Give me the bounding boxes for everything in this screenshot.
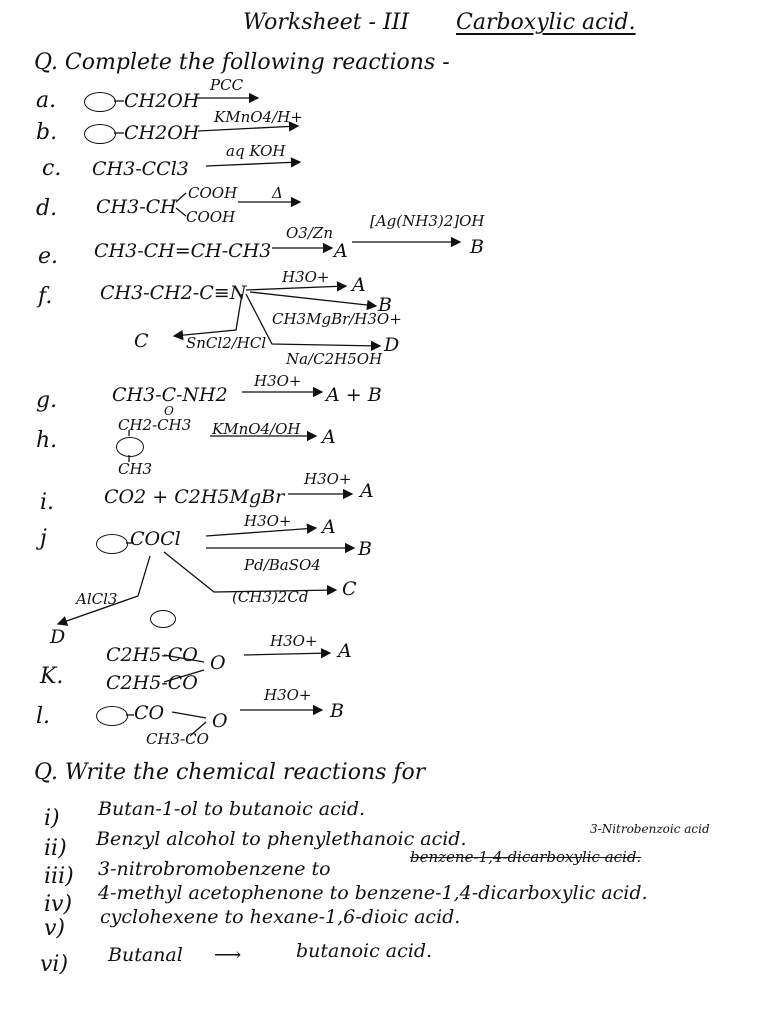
reaction-f-product-b: B bbox=[378, 294, 392, 316]
reaction-f-product-d: D bbox=[384, 334, 400, 356]
reaction-j-product-d: D bbox=[50, 626, 66, 648]
benzene-ring-icon bbox=[150, 610, 176, 628]
reaction-g-products: A + B bbox=[326, 384, 382, 406]
reaction-k-label: K. bbox=[40, 664, 64, 689]
benzene-ring-icon bbox=[96, 706, 128, 726]
q2-item-number: iii) bbox=[44, 864, 74, 889]
reaction-l-product: B bbox=[330, 700, 344, 722]
q2-item-number: i) bbox=[44, 806, 60, 831]
question-1-prompt: Q. Complete the following reactions - bbox=[34, 50, 450, 75]
reaction-i-reagent: H3O+ bbox=[304, 470, 352, 488]
reaction-k-top: C2H5-CO bbox=[106, 644, 198, 666]
reaction-g-reagent: H3O+ bbox=[254, 372, 302, 390]
reaction-f-reagent-d: Na/C2H5OH bbox=[286, 350, 383, 368]
reaction-j-reagent-a: H3O+ bbox=[244, 512, 292, 530]
topic-title: Carboxylic acid. bbox=[456, 10, 636, 35]
reaction-j-product-b: B bbox=[358, 538, 372, 560]
reaction-f-label: f. bbox=[38, 284, 53, 309]
q2-item-number: v) bbox=[44, 916, 66, 941]
reaction-a-label: a. bbox=[36, 88, 57, 113]
reaction-k-reagent: H3O+ bbox=[270, 632, 318, 650]
reaction-k-bottom: C2H5-CO bbox=[106, 672, 198, 694]
reaction-a-reactant: CH2OH bbox=[124, 90, 200, 112]
reaction-d-label: d. bbox=[36, 196, 58, 221]
reaction-f-product-a: A bbox=[352, 274, 366, 296]
reaction-i-label: i. bbox=[40, 490, 55, 515]
reaction-j-reactant: COCl bbox=[130, 528, 181, 550]
worksheet-title: Worksheet - III bbox=[243, 10, 410, 35]
reaction-f-reactant: CH3-CH2-C≡N bbox=[100, 282, 247, 304]
q2-item-text: 4-methyl acetophenone to benzene-1,4-dicarboxylic acid. bbox=[98, 882, 648, 904]
q2-item-text: Butan-1-ol to butanoic acid. bbox=[98, 798, 366, 820]
reaction-k-oxygen: O bbox=[210, 652, 226, 674]
reaction-c-label: c. bbox=[42, 156, 62, 181]
reaction-b-label: b. bbox=[36, 120, 58, 145]
reaction-b-reactant: CH2OH bbox=[124, 122, 200, 144]
reaction-j-label: j bbox=[40, 526, 47, 551]
reaction-e-product-b: B bbox=[470, 236, 484, 258]
reaction-l-label: l. bbox=[36, 704, 51, 729]
reaction-e-reactant: CH3-CH=CH-CH3 bbox=[94, 240, 272, 262]
reaction-h-substituent-bottom: CH3 bbox=[118, 460, 153, 478]
reaction-b-reagent: KMnO4/H+ bbox=[214, 108, 303, 126]
reaction-i-reactant: CO2 + C2H5MgBr bbox=[104, 486, 285, 508]
reaction-j-reagent-c: (CH3)2Cd bbox=[232, 588, 309, 606]
reaction-c-reactant: CH3-CCl3 bbox=[92, 158, 189, 180]
reaction-f-reagent-a: H3O+ bbox=[282, 268, 330, 286]
reaction-a-reagent: PCC bbox=[210, 76, 244, 94]
benzene-ring-icon bbox=[84, 92, 116, 112]
reaction-f-reagent-c: SnCl2/HCl bbox=[186, 334, 267, 352]
reaction-j-reagent-d: AlCl3 bbox=[76, 590, 118, 608]
q2-item-struck-text: benzene-1,4-dicarboxylic acid. bbox=[410, 848, 642, 866]
reaction-e-label: e. bbox=[38, 244, 59, 269]
reaction-d-reagent: Δ bbox=[272, 184, 283, 202]
q2-item-extra-note: 3-Nitrobenzoic acid bbox=[590, 822, 710, 836]
reaction-g-oxygen: O bbox=[164, 404, 174, 418]
q2-item-number: iv) bbox=[44, 892, 73, 917]
reaction-i-product: A bbox=[360, 480, 374, 502]
reaction-h-label: h. bbox=[36, 428, 58, 453]
question-2-prompt: Q. Write the chemical reactions for bbox=[34, 760, 426, 785]
benzene-ring-icon bbox=[96, 534, 128, 554]
reaction-j-product-c: C bbox=[342, 578, 357, 600]
reaction-h-product: A bbox=[322, 426, 336, 448]
reaction-g-label: g. bbox=[36, 388, 58, 413]
reaction-e-reagent-1: O3/Zn bbox=[286, 224, 333, 242]
reaction-d-cooh-top: COOH bbox=[188, 184, 238, 202]
reaction-f-product-c: C bbox=[134, 330, 149, 352]
reaction-l-top: CO bbox=[134, 702, 165, 724]
reaction-l-bottom: CH3-CO bbox=[146, 730, 209, 748]
q2-item-arrow-icon: ⟶ bbox=[214, 944, 242, 966]
reaction-g-reactant-right: -NH2 bbox=[176, 384, 228, 406]
reaction-d-reactant: CH3-CH bbox=[96, 196, 177, 218]
q2-item-text: Butanal bbox=[108, 944, 183, 966]
reaction-g-reactant-left: CH3-C bbox=[112, 384, 177, 406]
reaction-c-reagent: aq KOH bbox=[226, 142, 286, 160]
reaction-d-cooh-bottom: COOH bbox=[186, 208, 236, 226]
reaction-h-reagent: KMnO4/OH bbox=[212, 420, 301, 438]
benzene-ring-icon bbox=[84, 124, 116, 144]
q2-item-text: 3-nitrobromobenzene to bbox=[98, 858, 331, 880]
q2-item-text: cyclohexene to hexane-1,6-dioic acid. bbox=[100, 906, 461, 928]
q2-item-number: vi) bbox=[40, 952, 69, 977]
reaction-j-reagent-b: Pd/BaSO4 bbox=[244, 556, 321, 574]
reaction-f-reagent-b: CH3MgBr/H3O+ bbox=[272, 310, 402, 328]
q2-item-text: Benzyl alcohol to phenylethanoic acid. bbox=[96, 828, 467, 850]
reaction-e-reagent-2: [Ag(NH3)2]OH bbox=[370, 212, 485, 230]
q2-item-product: butanoic acid. bbox=[296, 940, 433, 962]
reaction-l-reagent: H3O+ bbox=[264, 686, 312, 704]
reaction-l-oxygen: O bbox=[212, 710, 228, 732]
reaction-h-substituent-top: CH2-CH3 bbox=[118, 416, 192, 434]
benzene-ring-icon bbox=[116, 437, 144, 457]
q2-item-number: ii) bbox=[44, 836, 67, 861]
reaction-e-product-a: A bbox=[334, 240, 348, 262]
reaction-j-product-a: A bbox=[322, 516, 336, 538]
reaction-k-product: A bbox=[338, 640, 352, 662]
